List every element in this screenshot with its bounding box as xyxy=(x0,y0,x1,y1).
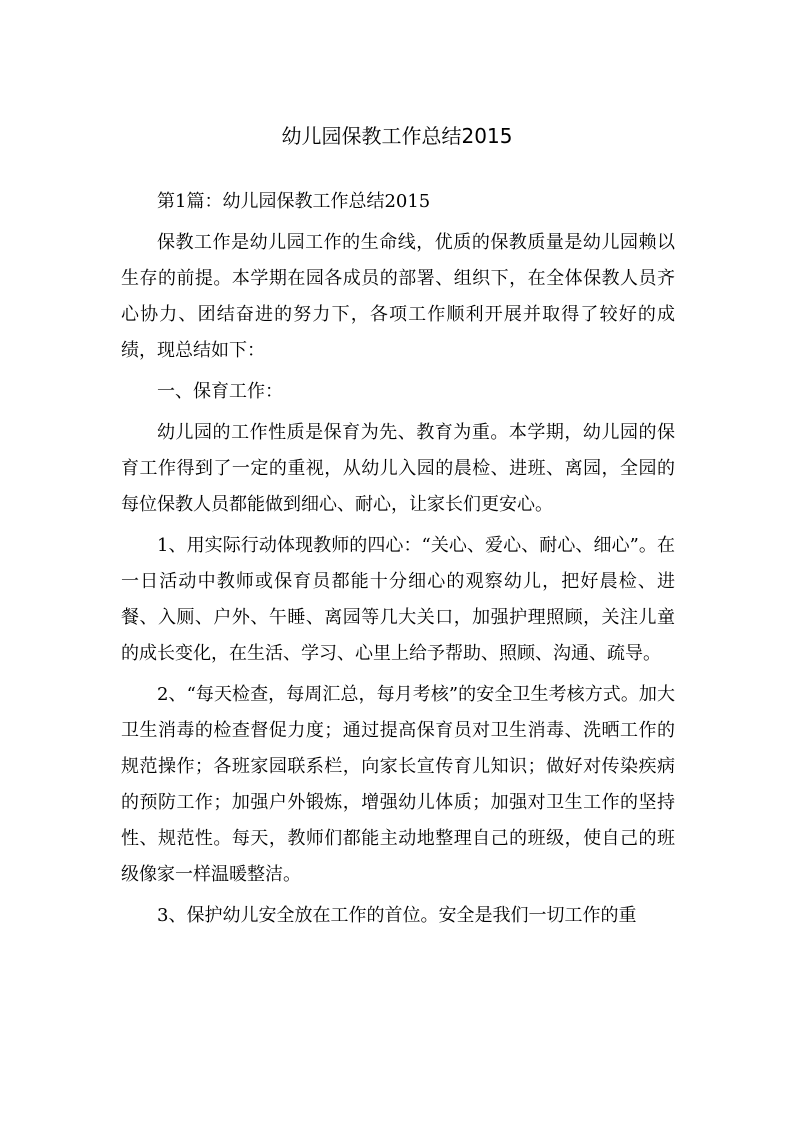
document-body xyxy=(121,184,675,939)
paragraph-point-3: 3、保护幼儿安全放在工作的首位。安全是我们一切工作的重 xyxy=(157,905,637,926)
paragraph-point-2: 2、“每天检查，每周汇总，每月考核”的安全卫生考核方式。加大卫生消毒的检查督促力度；通过提高保育员对卫生消毒、洗晒工作的规范操作；各班家园联系栏，向家长宣传育儿知识；做好对传染疾病的预防工作；加强户外锻炼，增强幼儿体质；加强对卫生工作的坚持性、规范性。每天，教师们都能主动地整理自己的班级，使自己的班级像家一样温暖整洁。 xyxy=(121,684,675,885)
paragraph-care-nature: 幼儿园的工作性质是保育为先、教育为重。本学期，幼儿园的保育工作得到了一定的重视，从幼儿入园的晨检、进班、离园，全园的每位保教人员都能做到细心、耐心，让家长们更安心。 xyxy=(121,422,675,515)
paragraph-intro: 保教工作是幼儿园工作的生命线，优质的保教质量是幼儿园赖以生存的前提。本学期在园各成员的部署、组织下，在全体保教人员齐心协力、团结奋进的努力下，各项工作顺利开展并取得了较好的成绩，现总结如下： xyxy=(121,232,675,361)
section-heading-care: 一、保育工作： xyxy=(157,381,283,402)
article-subtitle: 第1篇：幼儿园保教工作总结2015 xyxy=(157,191,431,212)
paragraph-point-1: 1、用实际行动体现教师的四心：“关心、爱心、耐心、细心”。在一日活动中教师或保育员都能十分细心的观察幼儿，把好晨检、进餐、入厕、户外、午睡、离园等几大关口，加强护理照顾，关注儿童的成长变化，在生活、学习、心里上给予帮助、照顾、沟通、疏导。 xyxy=(121,535,675,664)
document-title: 幼儿园保教工作总结2015 xyxy=(281,124,513,148)
